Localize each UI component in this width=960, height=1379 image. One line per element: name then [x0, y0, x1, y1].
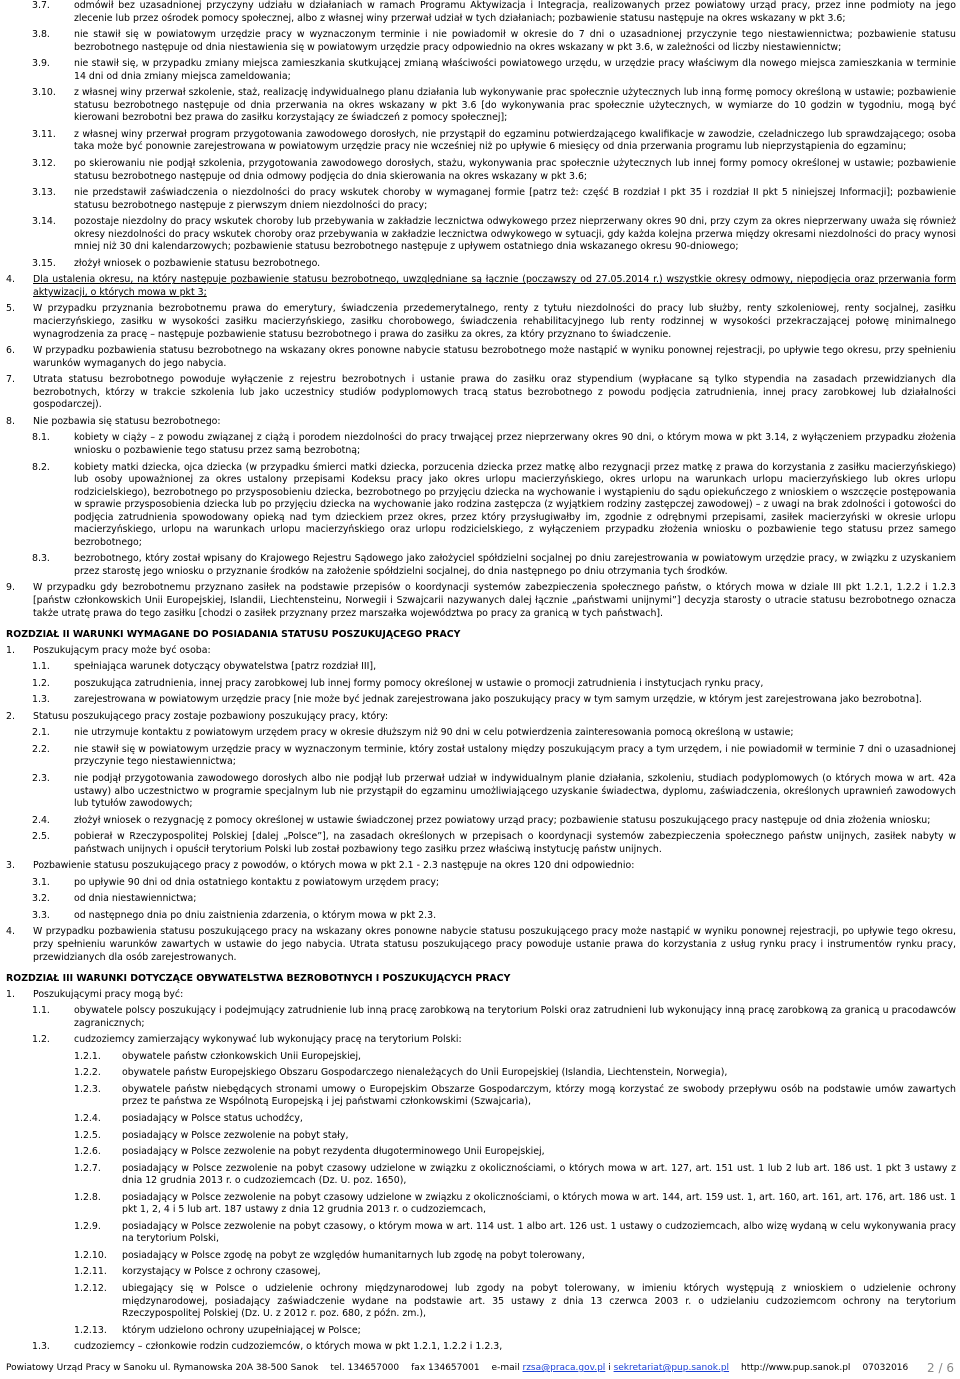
list-item [6, 989, 956, 1002]
list-item [6, 345, 956, 370]
page-number: 2 / 6 [927, 1361, 954, 1375]
list-item [6, 815, 956, 828]
item-text: nie przedstawił zaświadczenia o niezdolności do pracy wskutek choroby w wymaganej formie [patrz też: część B rozdział I pkt 35 i rozdział II pkt 5 niniejszej Informacji]; pozbawienie statusu bezrobotnego następuje z pierwszym dniem niezdolności do pracy; [74, 187, 956, 211]
list-item [6, 274, 956, 299]
list-item [6, 1130, 956, 1143]
list-item [6, 374, 956, 412]
item-number: 8.3. [32, 553, 50, 565]
list-item [6, 1325, 956, 1338]
item-number: 2. [6, 710, 15, 722]
item-text: odmówił bez uzasadnionej przyczyny udziału w działaniach w ramach Programu Aktywizacja i Integracja, realizowanych przez powiatowy urząd pracy, przez inne podmioty na jego zlecenie lub przez ośrodek pomocy społecznej, albo z własnej winy przerwał udział w tych działaniach; pozbawienie statusu następuje na okres wskazany w pkt 3.6; [74, 0, 956, 24]
footer-office: Powiatowy Urząd Pracy w Sanoku ul. Rymanowska 20A 38-500 Sanok [6, 1363, 319, 1373]
item-text: obywatele polscy poszukujący i podejmujący zatrudnienie lub inną pracę zarobkową na terytorium Polski oraz zatrudnieni lub wykonujący inną pracę zarobkową za granicą u pracodawców zagranicznych; [74, 1005, 956, 1029]
item-number: 1.2.4. [74, 1113, 101, 1125]
list-item [6, 773, 956, 811]
footer-email-label: e-mail [491, 1363, 520, 1373]
list-item [6, 1283, 956, 1321]
item-number: 1.2.11. [74, 1266, 107, 1278]
item-number: 7. [6, 374, 15, 386]
list-item [6, 645, 956, 658]
item-text: cudzoziemcy zamierzający wykonywać lub wykonujący pracę na terytorium Polski: [74, 1034, 462, 1046]
list-item [6, 1113, 956, 1126]
item-text: złożył wniosek o pozbawienie statusu bezrobotnego. [74, 257, 321, 269]
item-number: 5. [6, 303, 15, 315]
item-text: ubiegający się w Polsce o udzielenie ochrony międzynarodowej lub zgody na pobyt tolerowany, w imieniu których występują z wnioskiem o udzielenie ochrony międzynarodowej, posiadający zaświadczenie wydane na podstawie art. 35 ustawy z dnia 13 czerwca 2003 r. o udzielaniu cudzoziemcom ochrony na terytorium Rzeczypospolitej Polskiej (Dz. U. z 2012 r. poz. 680, z późn. zm.), [122, 1283, 956, 1320]
item-number: 1. [6, 644, 15, 656]
list-item [6, 0, 956, 25]
list-item [6, 711, 956, 724]
item-text: W przypadku gdy bezrobotnemu przyznano zasiłek na podstawie przepisów o koordynacji systemów zabezpieczenia społecznego państw, o których mowa w dziale III pkt 1.2.1, 1.2.2 i 1.2.3 [państw członkowskich Unii Europejskiej, Islandii, Liechtensteinu, Norwegii i Szwajcarii nazywanych dalej łącznie „państwami unijnymi”] decyzja starosty o utracie statusu bezrobotnego oznacza także utratę prawa do tego zasiłku [chodzi o zasiłek przyznany przez marszałka województwa po pracy za granicą w tych państwach]. [33, 582, 956, 619]
item-text: złożył wniosek o rezygnację z pomocy określonej w ustawie świadczonej przez powiatowy urząd pracy; pozbawienie statusu poszukującego pracy następuje od dnia złożenia wniosku; [74, 814, 931, 826]
list-item [6, 694, 956, 707]
list-item [6, 303, 956, 341]
list-item [6, 29, 956, 54]
list-item [6, 1250, 956, 1263]
list-item [6, 416, 956, 429]
item-number: 1.2.10. [74, 1249, 107, 1261]
item-text: posiadający w Polsce zgodę na pobyt ze względów humanitarnych lub zgodę na pobyt tolerowany, [122, 1249, 585, 1261]
item-number: 1.2.6. [74, 1146, 101, 1158]
document-body [6, 0, 956, 1358]
list-item [6, 187, 956, 212]
list-item [6, 462, 956, 550]
item-number: 1.3. [32, 694, 50, 706]
list-item [6, 216, 956, 254]
item-text: Pozbawienie statusu poszukującego pracy z powodów, o których mowa w pkt 2.1 - 2.3 następuje na okres 120 dni odpowiednio: [33, 860, 635, 872]
item-text: posiadający w Polsce zezwolenie na pobyt czasowy udzielone w związku z okolicznościami, o których mowa w art. 144, art. 159 ust. 1, art. 160, art. 161, art. 176, art. 186 ust. 1 pkt 1, 2, 4 i 5 lub art. 187 ustawy z dnia 12 grudnia 2013 r. o cudzoziemcach, [122, 1191, 956, 1216]
item-number: 1.1. [32, 1005, 50, 1017]
item-text: posiadający w Polsce zezwolenie na pobyt rezydenta długoterminowego Unii Europejskiej, [122, 1146, 545, 1158]
list-item [6, 727, 956, 740]
item-text: Poszukującymi pracy mogą być: [33, 988, 184, 1000]
item-text: W przypadku pozbawienia statusu bezrobotnego na wskazany okres ponowne nabycie statusu bezrobotnego może nastąpić w wyniku ponownej rejestracji, po upływie tego okresu, przy spełnieniu warunków wymaganych do jego nabycia. [33, 345, 956, 369]
item-number: 3.14. [32, 216, 56, 228]
item-text: obywatele państw Europejskiego Obszaru Gospodarczego nienależących do Unii Europejskiej (Islandia, Liechtenstein, Norwegia), [122, 1067, 728, 1079]
list-item [6, 87, 956, 125]
item-text: obywatele państw członkowskich Unii Europejskiej, [122, 1050, 362, 1062]
item-number: 3.8. [32, 29, 50, 41]
item-number: 2.4. [32, 814, 50, 826]
list-item [6, 1163, 956, 1188]
item-text: Utrata statusu bezrobotnego powoduje wyłączenie z rejestru bezrobotnych i ustanie prawa do zasiłku oraz stypendium (wypłacane są tylko stypendia na zasadach przewidzianych dla bezrobotnych, którzy w trakcie szkolenia lub jako uczestnicy studiów podyplomowych tracą status bezrobotnego z powodu podjęcia zatrudnienia, innej pracy zarobkowej lub działalności gospodarczej). [33, 374, 956, 411]
item-text: nie utrzymuje kontaktu z powiatowym urzędem pracy w okresie dłuższym niż 90 dni w celu potwierdzenia zainteresowania pomocą określoną w ustawie; [74, 727, 794, 739]
item-text: nie stawił się w powiatowym urzędzie pracy w wyznaczonym terminie, który został ustalony między poszukującym pracy a tym urzędem, i nie powiadomił w terminie 7 dni o uzasadnionej przyczynie tego niestawiennictwa; [74, 743, 956, 768]
item-text: posiadający w Polsce status uchodźcy, [122, 1113, 303, 1125]
list-item [6, 744, 956, 769]
email-link-2[interactable]: sekretariat@pup.sanok.pl [613, 1363, 730, 1373]
list-item [6, 893, 956, 906]
item-text: posiadający w Polsce zezwolenie na pobyt czasowy, o którym mowa w art. 114 ust. 1 albo art. 126 ust. 1 ustawy o cudzoziemcach, albo wizę wydaną w celu wykonywania pracy na terytorium Polski, [122, 1220, 956, 1245]
item-number: 2.2. [32, 743, 50, 755]
document-code: 07032016 [862, 1363, 909, 1373]
list-item [6, 877, 956, 890]
item-text: kobiety matki dziecka, ojca dziecka (w przypadku śmierci matki dziecka, porzucenia dziecka przez matkę albo rezygnacji przez matkę z prawa do korzystania z zasiłku macierzyńskiego) lub osoby upoważnionej za okres ustalony przepisami Kodeksu pracy jako okres urlopu macierzyńskiego, okres urlopu na warunkach urlopu macierzyńskiego lub okres urlopu rodzicielskiego), bezrobotnego po przysposobieniu dziecka, bezrobotnego po przyjęciu dziecka na wychowanie i wystąpieniu do sądu opiekuńczego z wnioskiem o wszczęcie postępowania w sprawie przysposobienia dziecka lub po przyjęciu dziecka na wychowanie jako rodzina zastępcza (z wyjątkiem rodziny zastępczej zawodowej) – z uwagi na brak zdolności i gotowości do podjęcia zatrudnienia spowodowany opieką nad tym dzieckiem przez okres, przez który przysługiwałby im, zgodnie z odrębnymi przepisami, zasiłek macierzyński w okresie urlopu macierzyńskiego, urlopu na warunkach urlopu macierzyńskiego oraz urlopu rodzicielskiego, z wyłączeniem przypadku złożenia wniosku o pozbawienie tego statusu przez samego bezrobotnego; [74, 461, 956, 548]
item-text: obywatele państw niebędących stronami umowy o Europejskim Obszarze Gospodarczym, którzy mogą korzystać ze swobody przepływu osób na podstawie umów zawartych przez te państwa ze Wspólnotą Europejską i jej państwami członkowskimi (Szwajcaria), [122, 1083, 956, 1108]
item-text: kobiety w ciąży – z powodu związanej z ciążą i porodem niezdolności do pracy trwającej przez nieprzerwany okres 90 dni, o którym mowa w pkt 3.14, z wyłączeniem przypadku złożenia wniosku o pozbawienie tego statusu przez samą bezrobotną; [74, 432, 956, 456]
item-number: 3.3. [32, 909, 50, 921]
email-link-1[interactable]: rzsa@praca.gov.pl [522, 1363, 606, 1373]
item-text: po skierowaniu nie podjął szkolenia, przygotowania zawodowego dorosłych, stażu, wykonywania prac społecznie użytecznych lub innej formy pomocy określonej w ustawie; pozbawienie statusu bezrobotnego następuje od dnia odmowy podjęcia do dnia skierowania na okres wskazany w pkt 3.6; [74, 158, 956, 182]
list-item [6, 1051, 956, 1064]
list-item [6, 258, 956, 271]
section-heading: ROZDZIAŁ II WARUNKI WYMAGANE DO POSIADANIA STATUSU POSZUKUJĄCEGO PRACY [6, 629, 461, 641]
item-text: spełniająca warunek dotyczący obywatelstwa [patrz rozdział III], [74, 661, 377, 673]
list-item [6, 553, 956, 578]
list-item [6, 432, 956, 457]
item-number: 1.2.12. [74, 1283, 107, 1295]
item-text: W przypadku pozbawienia statusu poszukującego pracy na wskazany okres ponowne nabycie statusu poszukującego pracy może nastąpić w wyniku ponownej rejestracji, po upływie tego okresu, przy spełnieniu warunków zawartych w ustawie do jego nabycia. Utrata statusu poszukującego pracy powoduje ustanie prawa do korzystania z usług rynku pracy i instrumentów rynku pracy, przewidzianych dla osób zarejestrowanych. [33, 926, 956, 963]
item-text: Nie pozbawia się statusu bezrobotnego: [33, 415, 221, 427]
list-item [6, 1266, 956, 1279]
footer-email-sep: i [608, 1363, 611, 1373]
item-number: 1.3. [32, 1341, 50, 1353]
list-item [6, 1221, 956, 1246]
item-text: zarejestrowana w powiatowym urzędzie pracy [nie może być jednak zarejestrowana jako poszukujący pracy w tym samym urzędzie, w którym jest zarejestrowana jako bezrobotna]. [74, 694, 922, 706]
item-text: korzystający w Polsce z ochrony czasowej, [122, 1266, 321, 1278]
item-text: od dnia niestawiennictwa; [74, 893, 197, 905]
item-text: od następnego dnia po dniu zaistnienia zdarzenia, o którym mowa w pkt 2.3. [74, 909, 437, 921]
item-number: 1.2.8. [74, 1191, 101, 1203]
item-number: 3.1. [32, 876, 50, 888]
item-text: z własnej winy przerwał szkolenie, staż, realizację indywidualnego planu działania lub wykonywanie prac społecznie użytecznych lub inną formę pomocy określoną w ustawie; pozbawienie statusu bezrobotnego następuje od dnia przerwania na okres wskazany w pkt 3.6 [do wykonywania prac społecznie użytecznych, w wymiarze do 10 godzin w tygodniu, mogą być kierowani bezrobotni bez prawa do zasiłku korzystający ze świadczeń z pomocy społecznej]; [74, 87, 956, 124]
page-footer [6, 1362, 954, 1374]
item-number: 1.1. [32, 661, 50, 673]
item-number: 1. [6, 988, 15, 1000]
item-number: 4. [6, 274, 15, 286]
item-number: 3.2. [32, 893, 50, 905]
item-number: 8. [6, 415, 15, 427]
item-number: 2.1. [32, 727, 50, 739]
item-text: Dla ustalenia okresu, na który następuje pozbawienie statusu bezrobotnego, uwzględniane są łącznie (począwszy od 27.05.2014 r.) wszystkie okresy odmowy, niepodjęcia oraz przerwania form aktywizacji, o których mowa w pkt 3; [33, 274, 956, 298]
list-item [6, 1034, 956, 1047]
website-link[interactable]: http://www.pup.sanok.pl [741, 1363, 851, 1373]
list-item [6, 58, 956, 83]
item-text: posiadający w Polsce zezwolenie na pobyt stały, [122, 1129, 349, 1141]
item-text: nie stawił się, w przypadku zmiany miejsca zamieszkania skutkującej zmianą właściwości powiatowego urzędu, w urzędzie pracy właściwym dla nowego miejsca zamieszkania w terminie 14 dni od dnia zmiany miejsca zameldowania; [74, 58, 956, 82]
list-item [6, 158, 956, 183]
item-text: Poszukującym pracy może być osoba: [33, 644, 211, 656]
item-number: 3. [6, 860, 15, 872]
item-number: 1.2.13. [74, 1324, 107, 1336]
item-number: 1.2.1. [74, 1050, 101, 1062]
item-number: 3.10. [32, 87, 56, 99]
item-number: 2.3. [32, 772, 50, 784]
item-number: 3.9. [32, 58, 50, 70]
footer-fax: fax 134657001 [411, 1363, 480, 1373]
item-text: W przypadku przyznania bezrobotnemu prawa do emerytury, świadczenia przedemerytalnego, renty z tytułu niezdolności do pracy lub służby, renty szkoleniowej, renty socjalnej, zasiłku macierzyńskiego, zasiłku w wysokości zasiłku macierzyńskiego, zasiłku chorobowego, świadczenia rehabilitacyjnego lub renty rodzinnej w wysokości przekraczającej połowę minimalnego wynagrodzenia za pracę – następuje pozbawienie statusu bezrobotnego i prawa do zasiłku za okres, za który przyznano to świadczenie. [33, 303, 956, 340]
list-item [6, 1005, 956, 1030]
item-text: nie podjął przygotowania zawodowego dorosłych albo nie podjął lub przerwał udział w indywidualnym planie działania, szkoleniu, studiach podyplomowych (o których mowa w art. 42a ustawy) albo uczestnictwo w programie specjalnym lub nie przystąpił do egzaminu umożliwiającego uzyskanie świadectwa, dyplomu, zaświadczenia, określonych uprawnień zawodowych lub tytułów zawodowych; [74, 772, 956, 810]
list-item [6, 1341, 956, 1354]
item-number: 9. [6, 582, 15, 594]
footer-tel: tel. 134657000 [330, 1363, 400, 1373]
item-number: 1.2.3. [74, 1083, 101, 1095]
item-text: z własnej winy przerwał program przygotowania zawodowego dorosłych, nie przystąpił do egzaminu potwierdzającego kwalifikacje w zawodzie, czeladniczego lub sprawdzającego; osoba taka może być ponownie zarejestrowana w powiatowym urzędzie pracy nie wcześniej niż po upływie 6 miesięcy od dnia przerwania programu lub nieprzystąpienia do egzaminu; [74, 128, 956, 153]
item-text: posiadający w Polsce zezwolenie na pobyt czasowy udzielone w związku z okolicznościami, o których mowa w art. 127, art. 151 ust. 1 lub 2 lub art. 186 ust. 1 pkt 3 ustawy z dnia 12 grudnia 2013 r. o cudzoziemcach (Dz. U. poz. 1650), [122, 1162, 956, 1187]
item-text: po upływie 90 dni od dnia ostatniego kontaktu z powiatowym urzędem pracy; [74, 876, 440, 888]
list-item [6, 1067, 956, 1080]
item-number: 1.2.5. [74, 1129, 101, 1141]
list-item [6, 860, 956, 873]
list-item [6, 129, 956, 154]
item-number: 3.7. [32, 0, 50, 11]
list-item [6, 678, 956, 691]
item-number: 1.2.2. [74, 1067, 101, 1079]
footer-email [492, 1362, 730, 1374]
item-number: 3.13. [32, 187, 56, 199]
item-number: 2.5. [32, 831, 50, 843]
item-number: 3.11. [32, 128, 56, 140]
list-item [6, 1084, 956, 1109]
list-item [6, 582, 956, 620]
item-text: pobierał w Rzeczypospolitej Polskiej [dalej „Polsce”], na zasadach określonych w przepisach o koordynacji systemów zabezpieczenia społecznego państw unijnych, zasiłek nabyty w państwach unijnych i opuścił terytorium Polski lub został pozbawiony tego zasiłku przez właściwą instytucję państw unijnych. [74, 831, 956, 855]
item-number: 1.2.7. [74, 1162, 101, 1174]
item-number: 8.1. [32, 432, 50, 444]
list-item [6, 1146, 956, 1159]
item-text: poszukująca zatrudnienia, innej pracy zarobkowej lub innej formy pomocy określonej w ustawie o promocji zatrudnienia i instytucjach rynku pracy, [74, 677, 764, 689]
section-heading: ROZDZIAŁ III WARUNKI DOTYCZĄCE OBYWATELSTWA BEZROBOTNYCH I POSZUKUJĄCYCH PRACY [6, 973, 511, 985]
item-number: 6. [6, 345, 15, 357]
list-item [6, 661, 956, 674]
item-number: 1.2. [32, 677, 50, 689]
item-text: nie stawił się w powiatowym urzędzie pracy w wyznaczonym terminie i nie powiadomił w okresie do 7 dni o uzasadnionej przyczynie tego niestawiennictwa; pozbawienie statusu bezrobotnego następuje od dnia niestawienia się w powiatowym urzędzie pracy odpowiednio na okres wskazany w pkt 3.6, w zależności od liczby niestawiennictw; [74, 29, 956, 53]
item-number: 4. [6, 926, 15, 938]
item-text: bezrobotnego, który został wpisany do Krajowego Rejestru Sądowego jako założyciel spółdzielni socjalnej po dniu zarejestrowania w powiatowym urzędzie pracy, w związku z uzyskaniem przez starostę jego wniosku o przyznanie środków na założenie spółdzielni socjalnej, do dnia następnego po dniu otrzymania tych środków. [74, 553, 956, 577]
item-text: którym udzielono ochrony uzupełniającej w Polsce; [122, 1324, 361, 1336]
item-number: 8.2. [32, 461, 50, 473]
item-text: cudzoziemcy – członkowie rodzin cudzoziemców, o których mowa w pkt 1.2.1, 1.2.2 i 1.2.3, [74, 1341, 503, 1353]
item-text: Statusu poszukującego pracy zostaje pozbawiony poszukujący pracy, który: [33, 710, 389, 722]
list-item [6, 1192, 956, 1217]
item-number: 3.15. [32, 257, 56, 269]
item-number: 1.2.9. [74, 1220, 101, 1232]
item-number: 3.12. [32, 158, 56, 170]
list-item [6, 910, 956, 923]
item-number: 1.2. [32, 1034, 50, 1046]
item-text: pozostaje niezdolny do pracy wskutek choroby lub przebywania w zakładzie lecznictwa odwykowego przez nieprzerwany okres 90 dni, przy czym za okres nieprzerwany uważa się również okresy niezdolności do pracy wskutek choroby oraz przebywania w zakładzie lecznictwa odwykowego w sytuacji, gdy każda kolejna przerwa między okresami niezdolności do pracy wynosi mniej niż 30 dni kalendarzowych; pozbawienie statusu bezrobotnego następuje z upływem ostatniego dnia wskazanego okresu 90-dniowego; [74, 216, 956, 253]
list-item [6, 831, 956, 856]
list-item [6, 926, 956, 964]
